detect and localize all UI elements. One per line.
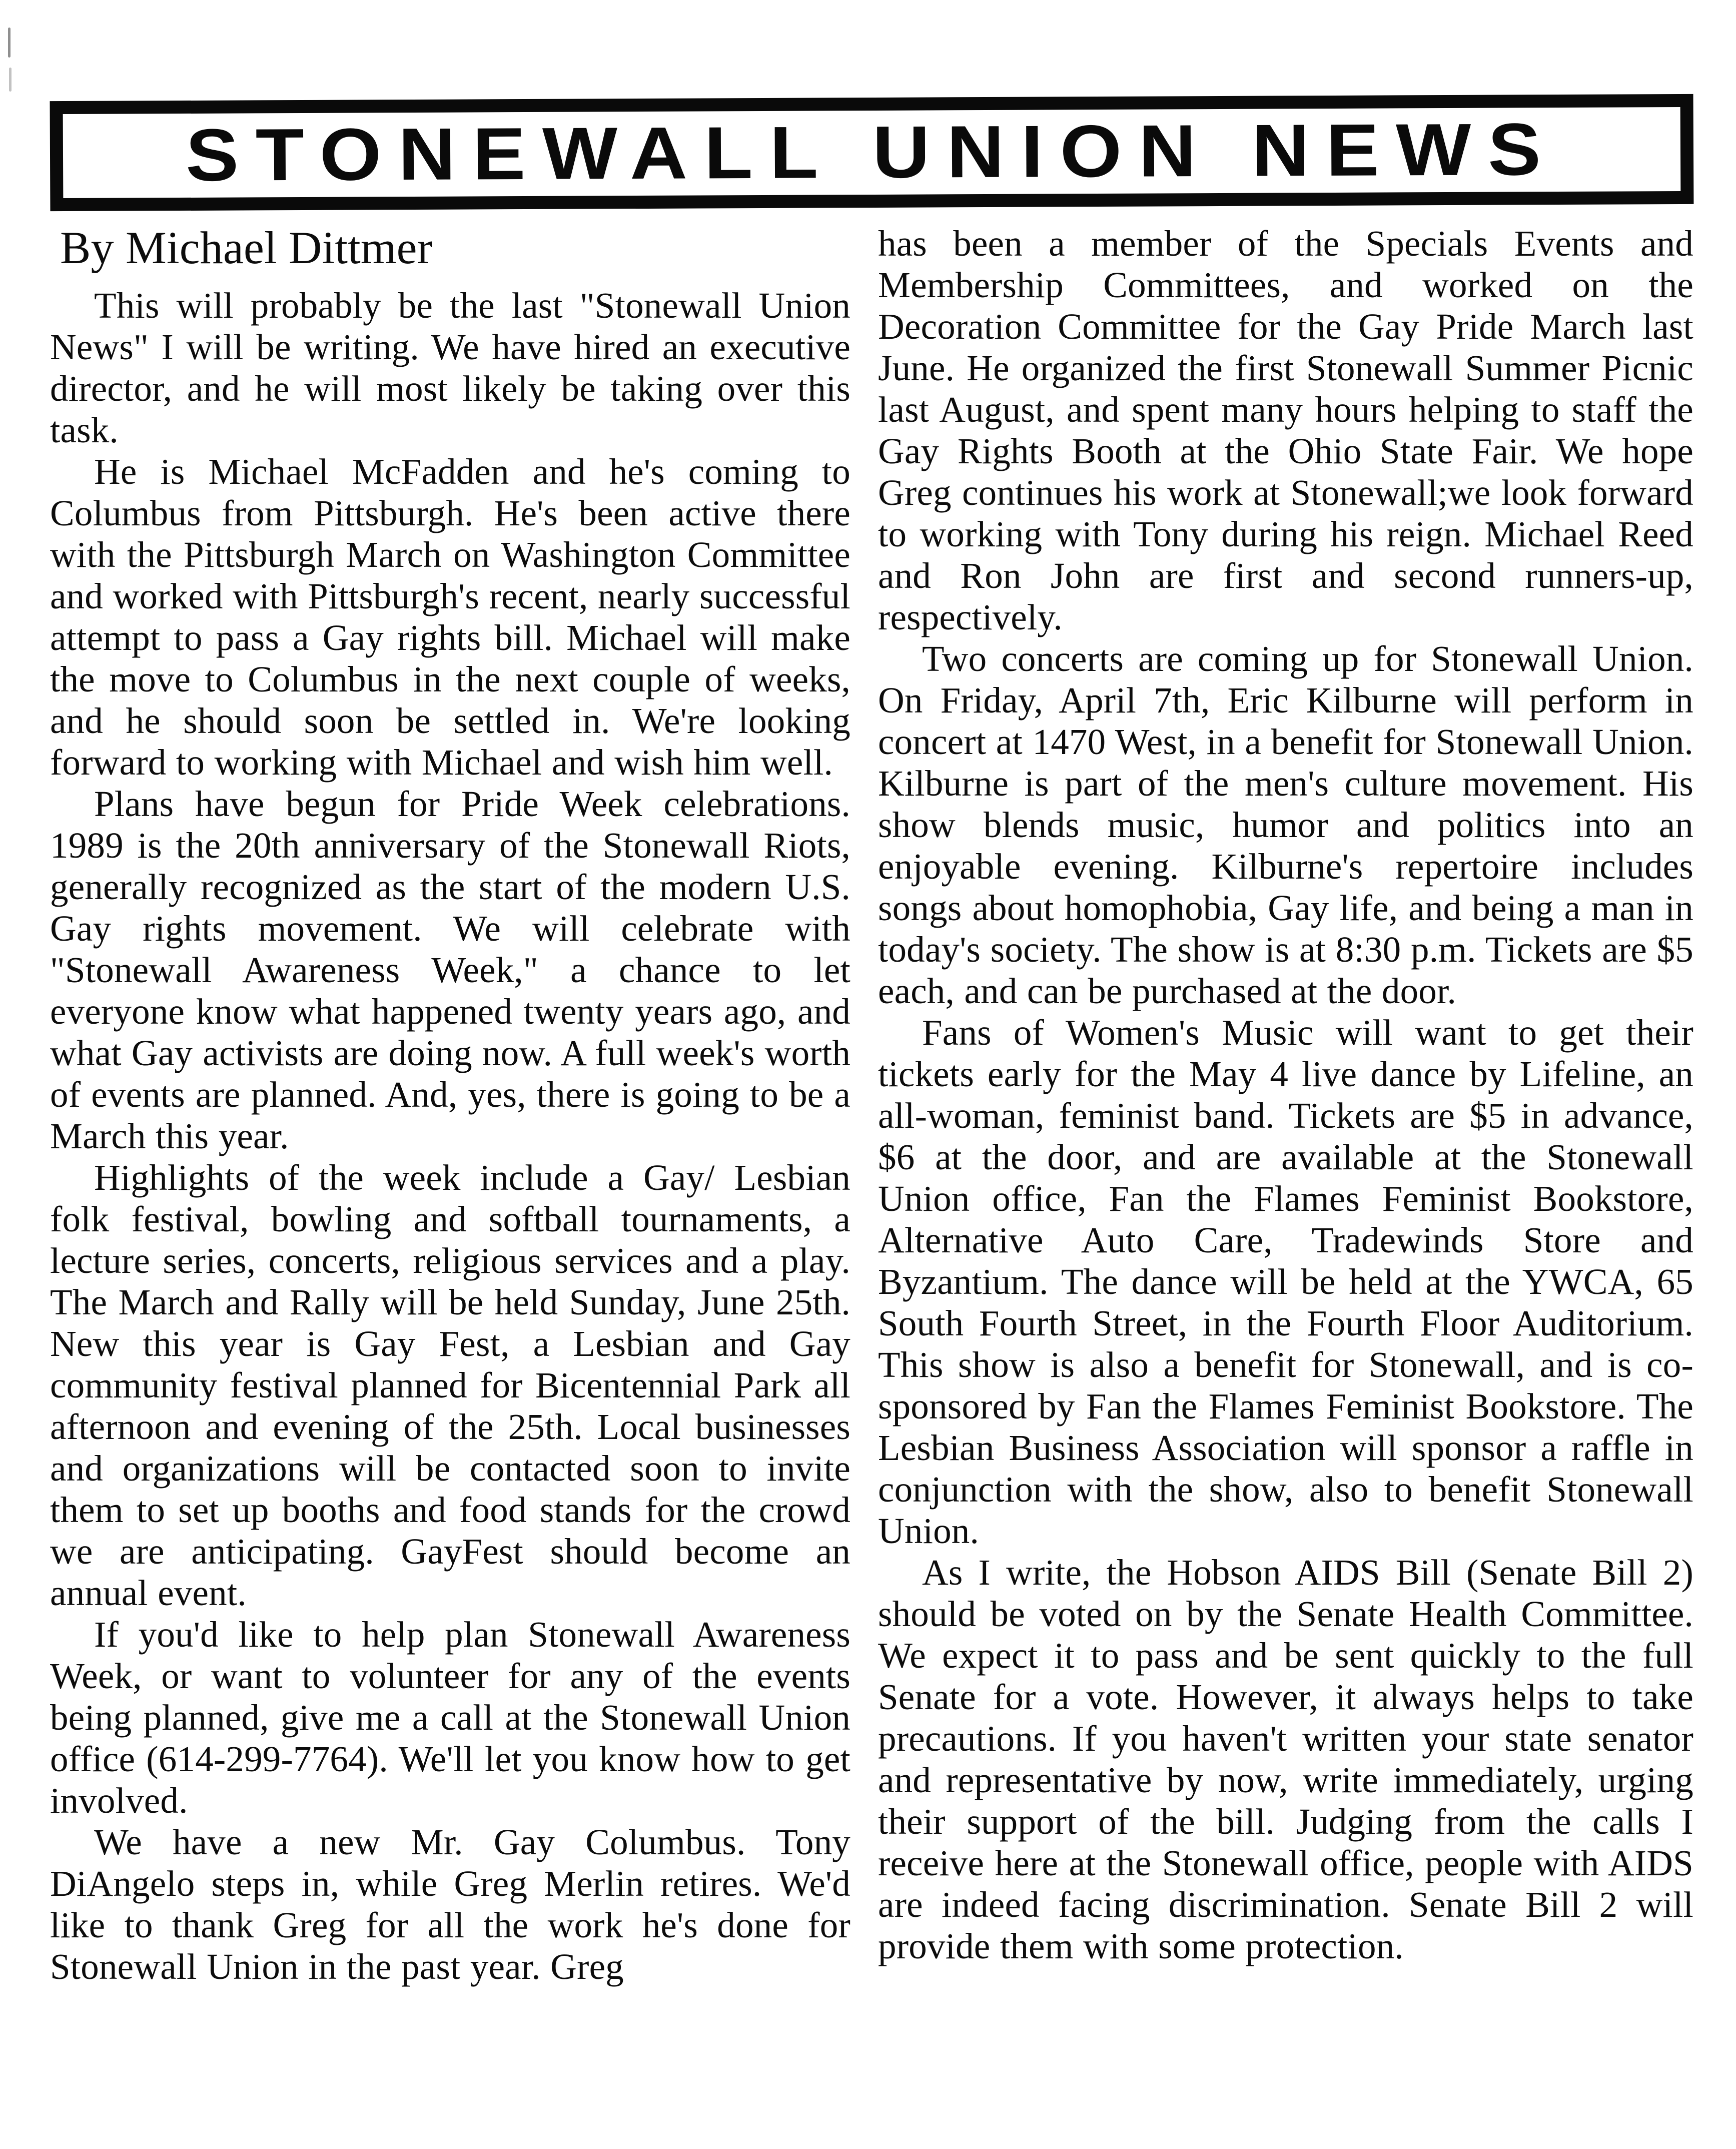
scan-artifact	[9, 68, 12, 92]
paragraph: Fans of Women's Music will want to get their tickets early for the May 4 live dance by Lifeline, an all-woman, feminist band. Tickets are $5 in advance, $6 at the door, and are available at the Stonewall Union office, Fan the Flames Feminist Bookstore, Alternative Auto Care, Tradewinds Store and Byzantium. The dance will be held at the YWCA, 65 South Fourth Street, in the Fourth Floor Auditorium. This show is also a benefit for Stonewall, and is co-sponsored by Fan the Flames Feminist Bookstore. The Lesbian Business Association will sponsor a raffle in conjunction with the show, also to benefit Stonewall Union.	[878, 1012, 1693, 1551]
paragraph: has been a member of the Specials Events and Membership Committees, and worked on the Decoration Committee for the Gay Pride March last June. He organized the first Stonewall Summer Picnic last August, and spent many hours helping to staff the Gay Rights Booth at the Ohio State Fair. We hope Greg continues his work at Stonewall;we look forward to working with Tony during his reign. Michael Reed and Ron John are first and second runners-up, respectively.	[878, 223, 1693, 637]
article-columns	[50, 223, 1701, 1987]
title-banner	[50, 94, 1694, 211]
paragraph: He is Michael McFadden and he's coming to Columbus from Pittsburgh. He's been active there with the Pittsburgh March on Washington Committee and worked with Pittsburgh's recent, nearly successful attempt to pass a Gay rights bill. Michael will make the move to Columbus in the next couple of weeks, and he should soon be settled in. We're looking forward to working with Michael and wish him well.	[50, 451, 850, 783]
scan-artifact	[8, 28, 11, 58]
paragraph: This will probably be the last "Stonewall Union News" I will be writing. We have hired an executive director, and he will most likely be taking over this task.	[50, 285, 850, 450]
column-right	[878, 223, 1693, 1987]
paragraph: As I write, the Hobson AIDS Bill (Senate Bill 2) should be voted on by the Senate Health Committee. We expect it to pass and be sent quickly to the full Senate for a vote. However, it always helps to take precautions. If you haven't written your state senator and representative by now, write immediately, urging their support of the bill. Judging from the calls I receive here at the Stonewall office, people with AIDS are indeed facing discrimination. Senate Bill 2 will provide them with some protection.	[878, 1552, 1693, 1966]
paragraph: Plans have begun for Pride Week celebrations. 1989 is the 20th anniversary of the Stonewall Riots, generally recognized as the start of the modern U.S. Gay rights movement. We will celebrate with "Stonewall Awareness Week," a chance to let everyone know what happened twenty years ago, and what Gay activists are doing now. A full week's worth of events are planned. And, yes, there is going to be a March this year.	[50, 784, 850, 1156]
byline: By Michael Dittmer	[60, 222, 433, 273]
paragraph: Highlights of the week include a Gay/ Lesbian folk festival, bowling and softball tournaments, a lecture series, concerts, religious services and a play. The March and Rally will be held Sunday, June 25th. New this year is Gay Fest, a Lesbian and Gay community festival planned for Bicentennial Park all afternoon and evening of the 25th. Local businesses and organizations will be contacted soon to invite them to set up booths and food stands for the crowd we are anticipating. GayFest should become an annual event.	[50, 1157, 850, 1613]
page-title: STONEWALL UNION NEWS	[185, 108, 1558, 197]
paragraph: We have a new Mr. Gay Columbus. Tony DiAngelo steps in, while Greg Merlin retires. We'd like to thank Greg for all the work he's done for Stonewall Union in the past year. Greg	[50, 1822, 850, 1987]
paragraph: If you'd like to help plan Stonewall Awareness Week, or want to volunteer for any of the events being planned, give me a call at the Stonewall Union office (614-299-7764). We'll let you know how to get involved.	[50, 1614, 850, 1821]
column-left	[50, 223, 850, 1987]
paragraph: Two concerts are coming up for Stonewall Union. On Friday, April 7th, Eric Kilburne will perform in concert at 1470 West, in a benefit for Stonewall Union. Kilburne is part of the men's culture movement. His show blends music, humor and politics into an enjoyable evening. Kilburne's repertoire includes songs about homophobia, Gay life, and being a man in today's society. The show is at 8:30 p.m. Tickets are $5 each, and can be purchased at the door.	[878, 638, 1693, 1011]
